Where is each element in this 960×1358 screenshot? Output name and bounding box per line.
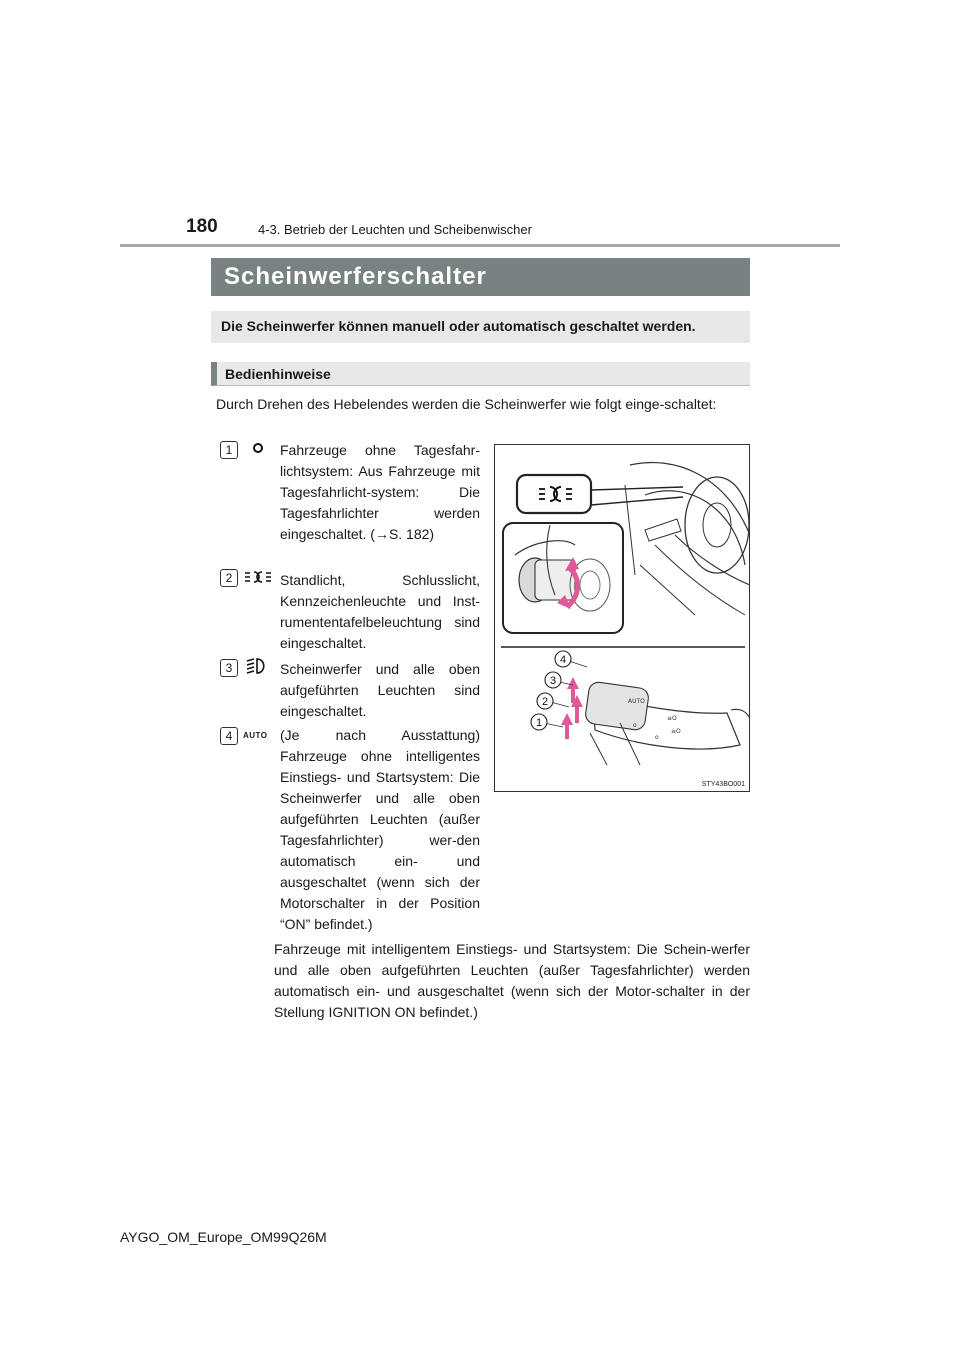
breadcrumb: 4-3. Betrieb der Leuchten und Scheibenwischer [258,222,532,237]
item-text: (Je nach Ausstattung) Fahrzeuge ohne intelligentes Einstiegs- und Startsystem: Die Scheinwerfer und alle oben aufgeführten Leuchten (außer Tagesfahrlichter) wer-den automatisch ein- und ausgeschaltet (wenn sich der Motorschalter in der Position “ON” befindet.) [280,727,480,932]
svg-text:AUTO: AUTO [628,698,645,705]
subsection-title: Bedienhinweise [211,362,750,386]
page-number: 180 [186,216,218,237]
item-number: 4 [220,727,238,745]
callout-1 [531,714,547,730]
section-intro: Die Scheinwerfer können manuell oder automatisch geschaltet werden. [211,311,750,343]
off-position-icon [246,438,276,458]
callout-3 [545,672,561,688]
item-text: Fahrzeuge ohne Tagesfahr-lichtsystem: Aus Fahrzeuge mit Tagesfahrlicht-system: Die Tagesfahrlichter werden eingeschaltet. (→S. 182) [280,442,480,542]
illustration-drawing [495,445,750,792]
svg-text:o: o [633,722,637,729]
item-text: Standlicht, Schlusslicht, Kennzeichenleuchte und Inst-rumententafelbeleuchtung sind eingeschaltet. [280,572,480,651]
section-title: Scheinwerferschalter [211,258,750,296]
callout-4 [555,651,571,667]
footer-manual-code: AYGO_OM_Europe_OM99Q26M [120,1229,327,1245]
figure-code: STY43BO001 [701,781,745,788]
header-divider [120,244,840,247]
closing-paragraph: Fahrzeuge mit intelligentem Einstiegs- und Startsystem: Die Schein-werfer und alle oben aufgeführten Leuchten (außer Tagesfahrlichter) werden automatisch ein- und ausgeschaltet (wenn sich der Motor-schalter in der Stellung IGNITION ON befindet.) [274,941,750,1020]
callout-2 [537,693,553,709]
svg-text:≡O: ≡O [667,715,677,722]
headlight-switch-illustration [494,444,750,792]
item-text: Scheinwerfer und alle oben aufgeführten Leuchten sind eingeschaltet. [280,661,480,719]
callout-label: 4 [559,654,567,666]
callout-label: 3 [549,675,557,687]
item-number: 3 [220,659,238,677]
item-number: 1 [220,441,238,459]
svg-text:≡O: ≡O [671,728,681,735]
headlight-icon [243,656,273,676]
auto-icon: AUTO [243,731,268,740]
parking-lights-icon [243,567,273,587]
svg-text:o: o [655,734,659,741]
callout-label: 1 [535,717,543,729]
item-number: 2 [220,569,238,587]
intro-paragraph: Durch Drehen des Hebelendes werden die Scheinwerfer wie folgt einge-schaltet: [216,396,717,412]
callout-label: 2 [541,696,549,708]
